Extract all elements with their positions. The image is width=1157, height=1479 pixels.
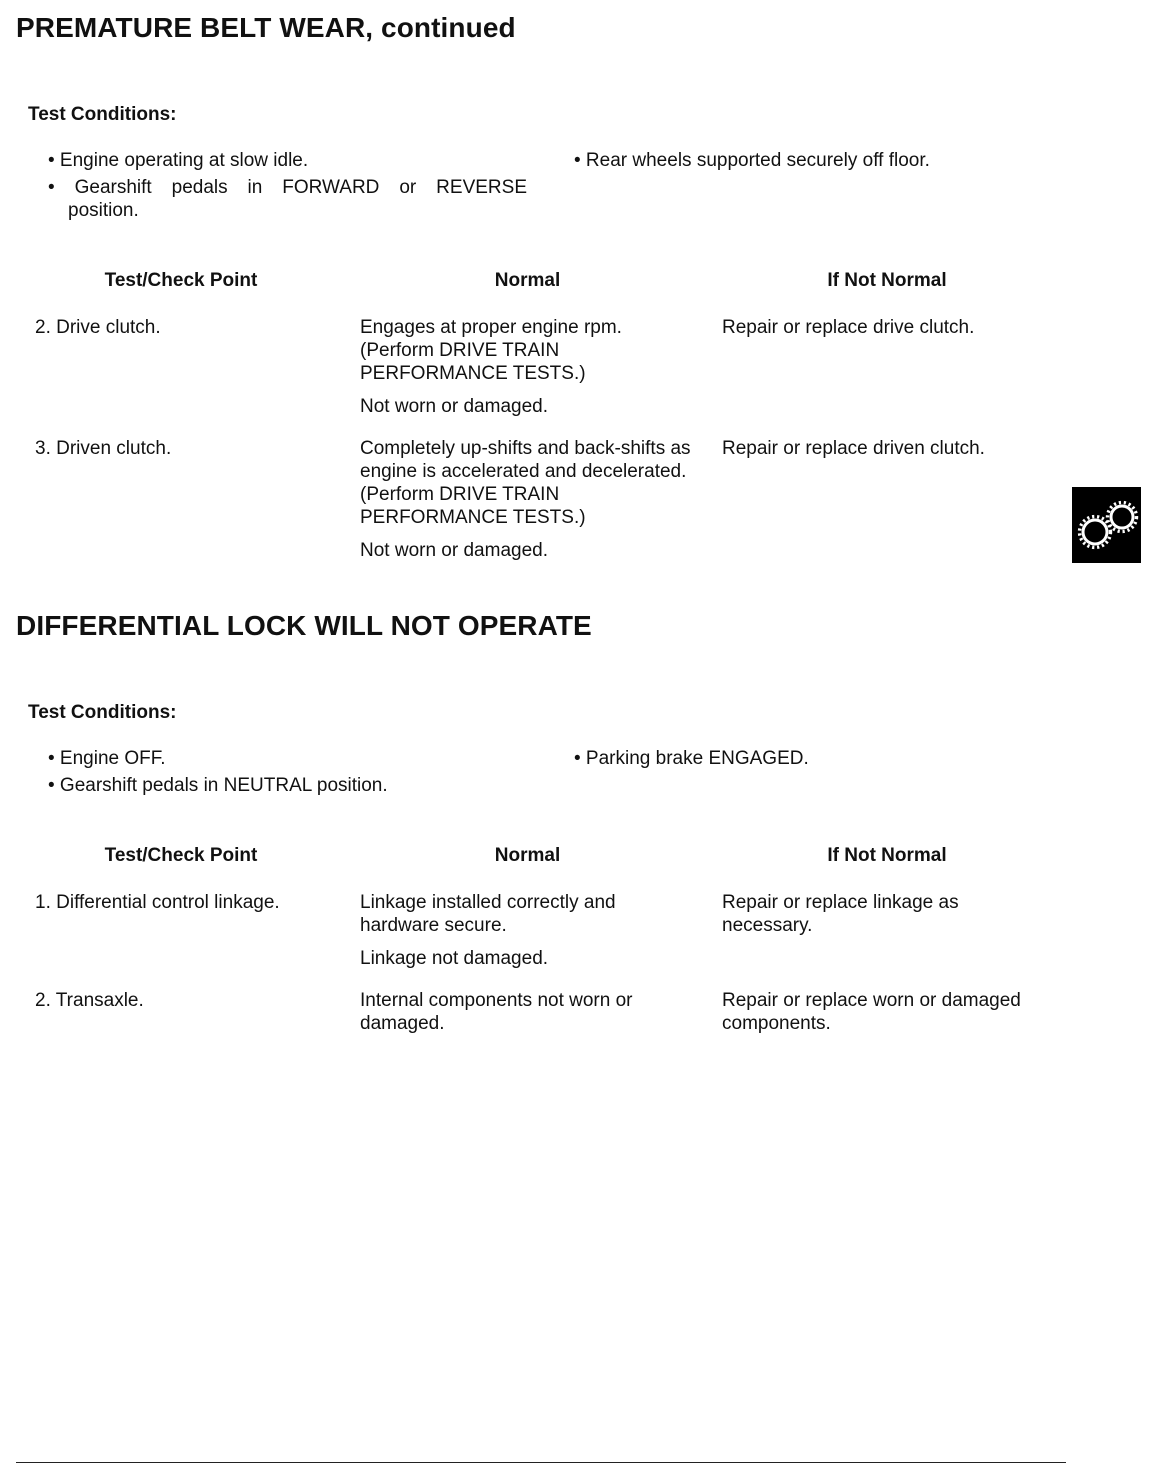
footer-rule: [16, 1462, 1066, 1463]
check-point-cell: 2. Transaxle.: [35, 990, 144, 1011]
column-header-if-not-normal: If Not Normal: [827, 845, 947, 866]
check-point-cell: 3. Driven clutch.: [35, 438, 172, 459]
if-not-normal-cell: Repair or replace worn or damaged components.: [722, 990, 1021, 1034]
normal-cell: [360, 437, 700, 572]
test-condition: • Engine operating at slow idle.: [48, 150, 309, 171]
column-header-if-not-normal: If Not Normal: [827, 270, 947, 291]
section-tab-marker: [1072, 487, 1141, 563]
normal-cell: [360, 891, 660, 980]
normal-text: Linkage installed correctly and hardware secure.: [360, 892, 616, 936]
test-conditions-title: Test Conditions:: [28, 104, 177, 125]
check-point-cell: 1. Differential control linkage.: [35, 892, 280, 913]
column-header-check-point: Test/Check Point: [104, 270, 258, 291]
section-title: PREMATURE BELT WEAR, continued: [16, 12, 516, 43]
column-header-check-point: Test/Check Point: [104, 845, 258, 866]
normal-cell: [360, 316, 660, 428]
if-not-normal-cell: Repair or replace linkage as necessary.: [722, 892, 959, 936]
normal-text: Internal components not worn or damaged.: [360, 990, 633, 1034]
test-condition-text: • Gearshift pedals in FORWARD or REVERSE: [48, 177, 527, 198]
if-not-normal-cell: Repair or replace drive clutch.: [722, 317, 975, 338]
column-header-normal: Normal: [494, 845, 561, 866]
normal-text: Not worn or damaged.: [360, 396, 548, 417]
normal-text: Engages at proper engine rpm. (Perform DRIVE TRAIN PERFORMANCE TESTS.): [360, 317, 622, 384]
normal-cell: [360, 989, 670, 1045]
section-title: DIFFERENTIAL LOCK WILL NOT OPERATE: [16, 610, 592, 641]
test-conditions-title: Test Conditions:: [28, 702, 177, 723]
test-condition: • Rear wheels supported securely off floor.: [574, 150, 930, 171]
column-header-normal: Normal: [494, 270, 561, 291]
gears-icon: [1072, 487, 1141, 563]
test-condition: • Parking brake ENGAGED.: [574, 748, 809, 769]
check-point-cell: 2. Drive clutch.: [35, 317, 161, 338]
test-condition-continuation: position.: [68, 200, 139, 221]
normal-text: Linkage not damaged.: [360, 948, 549, 969]
normal-text: Not worn or damaged.: [360, 540, 548, 561]
test-condition: [48, 176, 527, 222]
test-condition: • Engine OFF.: [48, 748, 166, 769]
test-condition: • Gearshift pedals in NEUTRAL position.: [48, 775, 388, 796]
normal-text: Completely up-shifts and back-shifts as engine is accelerated and decelerated. (Perform DRIVE TRAIN PERFORMANCE TESTS.): [360, 438, 691, 528]
if-not-normal-cell: Repair or replace driven clutch.: [722, 438, 985, 459]
